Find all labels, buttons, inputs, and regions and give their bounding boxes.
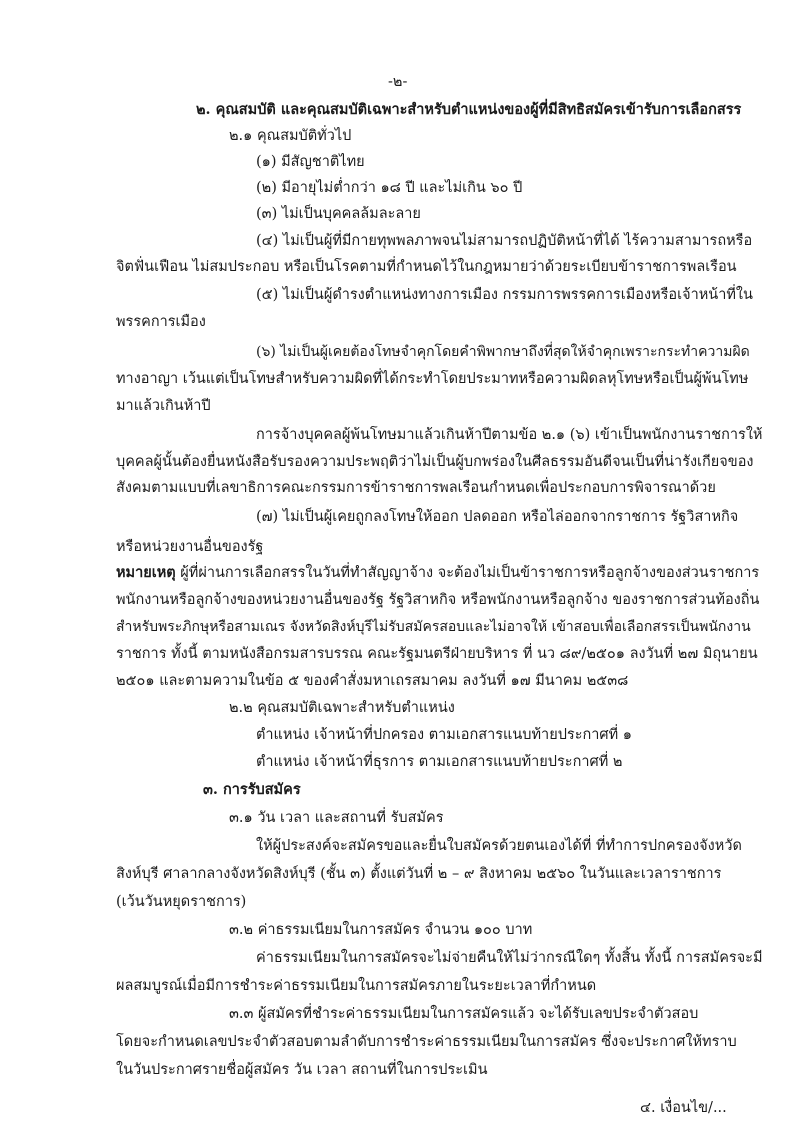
note-text: ผู้ที่ผ่านการเลือกสรรในวันที่ทำสัญญาจ้าง จะต้องไม่เป็นข้าราชการหรือลูกจ้างของส่วนราชการ <box>180 565 760 581</box>
qualification-4-line-2: จิตฟั่นเฟือน ไม่สมประกอบ หรือเป็นโรคตามที่กำหนดไว้ในกฎหมายว่าด้วยระเบียบข้าราชการพลเรือน <box>116 259 737 275</box>
employment-paragraph-line-1: การจ้างบุคคลผู้พ้นโทษมาแล้วเกินห้าปีตามข้อ ๒.๑ (๖) เข้าเป็นพนักงานราชการให้ <box>256 427 763 443</box>
note-line-2: พนักงานหรือลูกจ้างของหน่วยงานอื่นของรัฐ รัฐวิสาหกิจ หรือพนักงานหรือลูกจ้าง ของราชการส่วนท้องถิ่น <box>116 592 760 608</box>
subsection-3-3-line-3: ในวันประกาศรายชื่อผู้สมัคร วัน เวลา สถานที่ในการประเมิน <box>116 1062 488 1078</box>
note-line-5: ๒๕๐๑ และตามความในข้อ ๕ ของคำสั่งมหาเถรสมาคม ลงวันที่ ๑๗ มีนาคม ๒๕๓๘ <box>116 673 629 689</box>
qualification-3: (๓) ไม่เป็นบุคคลล้มละลาย <box>256 206 421 222</box>
note-line-4: ราชการ ทั้งนี้ ตามหนังสือกรมสารบรรณ คณะรัฐมนตรีฝ่ายบริหาร ที่ นว ๘๙/๒๕๐๑ ลงวันที่ ๒๗ มิถุนายน <box>116 646 758 662</box>
page-number: -๒- <box>388 74 408 90</box>
subsection-3-3-line-1: ๓.๓ ผู้สมัครที่ชำระค่าธรรมเนียมในการสมัครแล้ว จะได้รับเลขประจำตัวสอบ <box>229 1006 699 1022</box>
qualification-7-line-1: (๗) ไม่เป็นผู้เคยถูกลงโทษให้ออก ปลดออก หรือไล่ออกจากราชการ รัฐวิสาหกิจ <box>256 509 739 525</box>
qualification-7-line-2: หรือหน่วยงานอื่นของรัฐ <box>116 539 264 555</box>
note-line-1 <box>116 563 759 583</box>
employment-paragraph-line-2: บุคคลผู้นั้นต้องยื่นหนังสือรับรองความประพฤติว่าไม่เป็นผู้บกพร่องในศีลธรรมอันดีจนเป็นที่น่ารังเกียจของ <box>116 454 754 470</box>
subsection-3-2-line-2: ผลสมบูรณ์เมื่อมีการชำระค่าธรรมเนียมในการสมัครภายในระยะเวลาที่กำหนด <box>116 978 597 994</box>
subsection-3-1-line-3: (เว้นวันหยุดราชการ) <box>116 894 247 910</box>
subsection-3-2-title: ๓.๒ ค่าธรรมเนียมในการสมัคร จำนวน ๑๐๐ บาท <box>229 922 533 938</box>
subsection-3-1-title: ๓.๑ วัน เวลา และสถานที่ รับสมัคร <box>229 810 444 826</box>
qualification-6-line-1: (๖) ไม่เป็นผู้เคยต้องโทษจำคุกโดยคำพิพากษาถึงที่สุดให้จำคุกเพราะกระทำความผิด <box>256 344 750 360</box>
qualification-6-line-3: มาแล้วเกินห้าปี <box>116 398 211 414</box>
subsection-3-2-line-1: ค่าธรรมเนียมในการสมัครจะไม่จ่ายคืนให้ไม่ว่ากรณีใดๆ ทั้งสิ้น ทั้งนี้ การสมัครจะมี <box>256 950 763 966</box>
subsection-3-3-line-2: โดยจะกำหนดเลขประจำตัวสอบตามลำดับการชำระค่าธรรมเนียมในการสมัคร ซึ่งจะประกาศให้ทราบ <box>116 1034 737 1050</box>
subsection-3-1-line-1: ให้ผู้ประสงค์จะสมัครขอและยื่นใบสมัครด้วยตนเองได้ที่ ที่ทำการปกครองจังหวัด <box>256 838 742 854</box>
note-label: หมายเหตุ <box>116 564 176 581</box>
note-line-3: สำหรับพระภิกษุหรือสามเณร จังหวัดสิงห์บุรีไม่รับสมัครสอบและไม่อาจให้ เข้าสอบเพื่อเลือกสรรเป็นพนักงาน <box>116 619 751 635</box>
qualification-2: (๒) มีอายุไม่ต่ำกว่า ๑๘ ปี และไม่เกิน ๖๐ ปี <box>256 180 523 196</box>
continuation-marker: ๔. เงื่อนไข/... <box>640 1100 727 1116</box>
qualification-5-line-1: (๕) ไม่เป็นผู้ดำรงตำแหน่งทางการเมือง กรรมการพรรคการเมืองหรือเจ้าหน้าที่ใน <box>256 287 753 303</box>
qualification-5-line-2: พรรคการเมือง <box>116 314 206 330</box>
section-2-heading: ๒. คุณสมบัติ และคุณสมบัติเฉพาะสำหรับตำแหน่งของผู้ที่มีสิทธิสมัครเข้ารับการเลือกสรร <box>196 101 742 118</box>
qualification-4-line-1: (๔) ไม่เป็นผู้ที่มีกายทุพพลภาพจนไม่สามารถปฏิบัติหน้าที่ได้ ไร้ความสามารถหรือ <box>256 233 753 249</box>
section-3-heading: ๓. การรับสมัคร <box>203 781 301 798</box>
position-2: ตำแหน่ง เจ้าหน้าที่ธุรการ ตามเอกสารแนบท้ายประกาศที่ ๒ <box>256 754 623 770</box>
qualification-6-line-2: ทางอาญา เว้นแต่เป็นโทษสำหรับความผิดที่ได้กระทำโดยประมาทหรือความผิดลหุโทษหรือเป็นผู้พ้นโทษ <box>116 371 749 387</box>
subsection-3-1-line-2: สิงห์บุรี ศาลากลางจังหวัดสิงห์บุรี (ชั้น ๓) ตั้งแต่วันที่ ๒ – ๙ สิงหาคม ๒๕๖๐ ในวันและเวลาราชการ <box>116 866 722 882</box>
position-1: ตำแหน่ง เจ้าหน้าที่ปกครอง ตามเอกสารแนบท้ายประกาศที่ ๑ <box>256 727 632 743</box>
general-qualifications-title: ๒.๑ คุณสมบัติทั่วไป <box>229 128 352 144</box>
employment-paragraph-line-3: สังคมตามแบบที่เลขาธิการคณะกรรมการข้าราชการพลเรือนกำหนดเพื่อประกอบการพิจารณาด้วย <box>116 480 716 496</box>
specific-qualifications-title: ๒.๒ คุณสมบัติเฉพาะสำหรับตำแหน่ง <box>229 700 455 716</box>
qualification-1: (๑) มีสัญชาติไทย <box>256 154 365 170</box>
